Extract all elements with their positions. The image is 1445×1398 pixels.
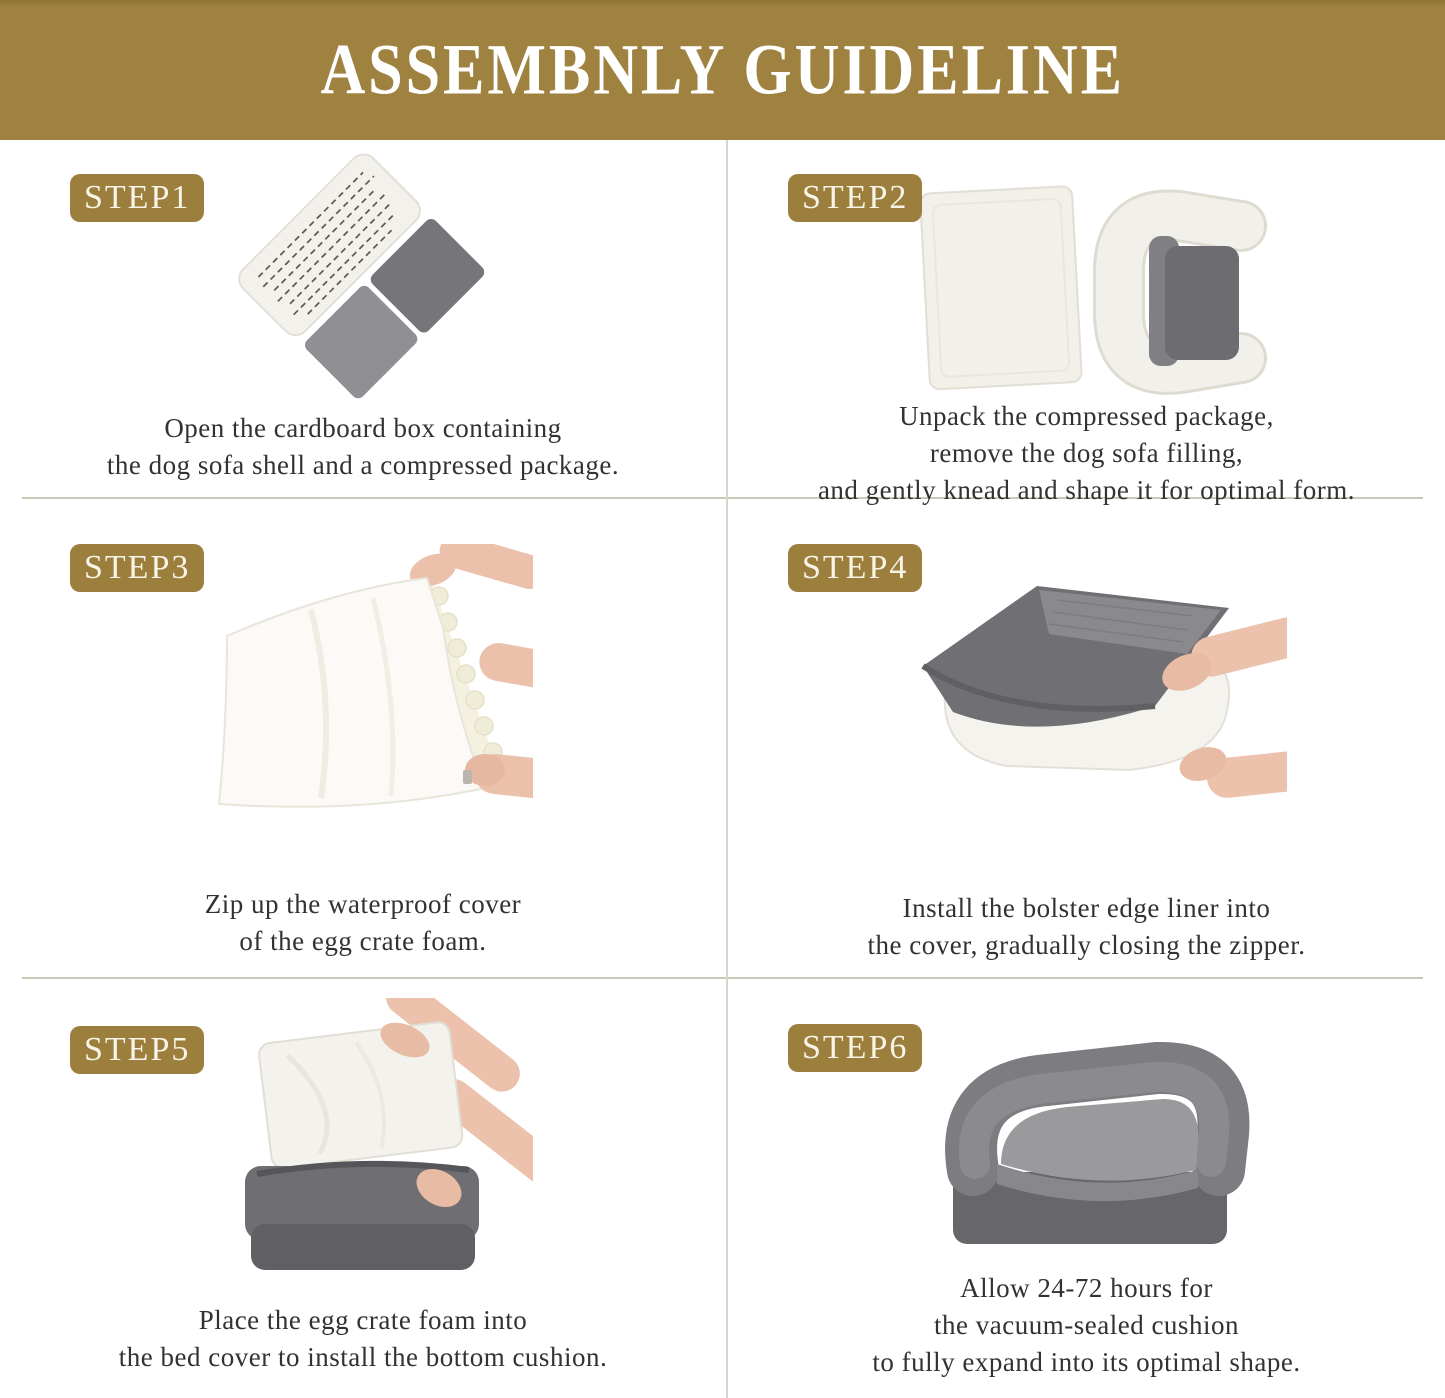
step2-section (728, 140, 1445, 505)
compressed-package-pillow (233, 149, 425, 341)
installing-bolster-edge-liner-illustration (887, 538, 1287, 838)
caption-line: the bed cover to install the bottom cushion. (118, 1342, 608, 1372)
inner-cushion-seat (1165, 246, 1239, 360)
caption-line: Open the cardboard box containing (164, 413, 562, 443)
caption-line: remove the dog sofa filling, (929, 438, 1244, 468)
title-banner (0, 0, 1445, 140)
caption-line: Place the egg crate foam into (198, 1305, 528, 1335)
egg-crate-foam-slab (258, 1021, 464, 1169)
zipper-pull (463, 770, 472, 784)
step5-caption (0, 1302, 726, 1376)
caption-line: and gently knead and shape it for optimal form. (817, 475, 1356, 505)
caption-line: the vacuum-sealed cushion (934, 1310, 1239, 1340)
caption-line: Install the bolster edge liner into (902, 893, 1271, 923)
right-arm (476, 640, 533, 693)
page-title: ASSEMBNLY GUIDELINE (320, 29, 1125, 110)
zipping-waterproof-cover-illustration (193, 544, 533, 854)
step5-badge: STEP5 (70, 1026, 204, 1074)
step3-badge: STEP3 (70, 544, 204, 592)
waterproof-cover (219, 578, 485, 807)
step1-caption (0, 410, 726, 484)
finished-dog-sofa-illustration (907, 1004, 1267, 1266)
step6-badge: STEP6 (788, 1024, 922, 1072)
caption-line: Zip up the waterproof cover (204, 889, 522, 919)
cardboard-box-contents-illustration (225, 148, 501, 406)
placing-egg-crate-foam-illustration (193, 998, 533, 1298)
foam-pad (919, 186, 1081, 390)
caption-line: the dog sofa shell and a compressed package. (106, 450, 620, 480)
caption-line: to fully expand into its optimal shape. (872, 1347, 1301, 1377)
step5-section (0, 978, 726, 1398)
step6-caption (728, 1270, 1445, 1381)
step4-section (728, 498, 1445, 978)
step6-section (728, 978, 1445, 1398)
foam-pad-and-bolster-filling-illustration (897, 174, 1277, 402)
step3-section (0, 498, 726, 978)
caption-line: of the egg crate foam. (239, 926, 487, 956)
step3-caption (0, 886, 726, 960)
caption-line: the cover, gradually closing the zipper. (867, 930, 1306, 960)
caption-line: Allow 24-72 hours for (960, 1273, 1213, 1303)
step1-section (0, 140, 726, 498)
caption-line: Unpack the compressed package, (899, 401, 1274, 431)
step4-badge: STEP4 (788, 544, 922, 592)
base-lower-band (251, 1224, 475, 1270)
step4-caption (728, 890, 1445, 964)
plush-center-cushion (1001, 1099, 1198, 1181)
step1-badge: STEP1 (70, 174, 204, 222)
step2-badge: STEP2 (788, 174, 922, 222)
step2-caption (728, 398, 1445, 509)
